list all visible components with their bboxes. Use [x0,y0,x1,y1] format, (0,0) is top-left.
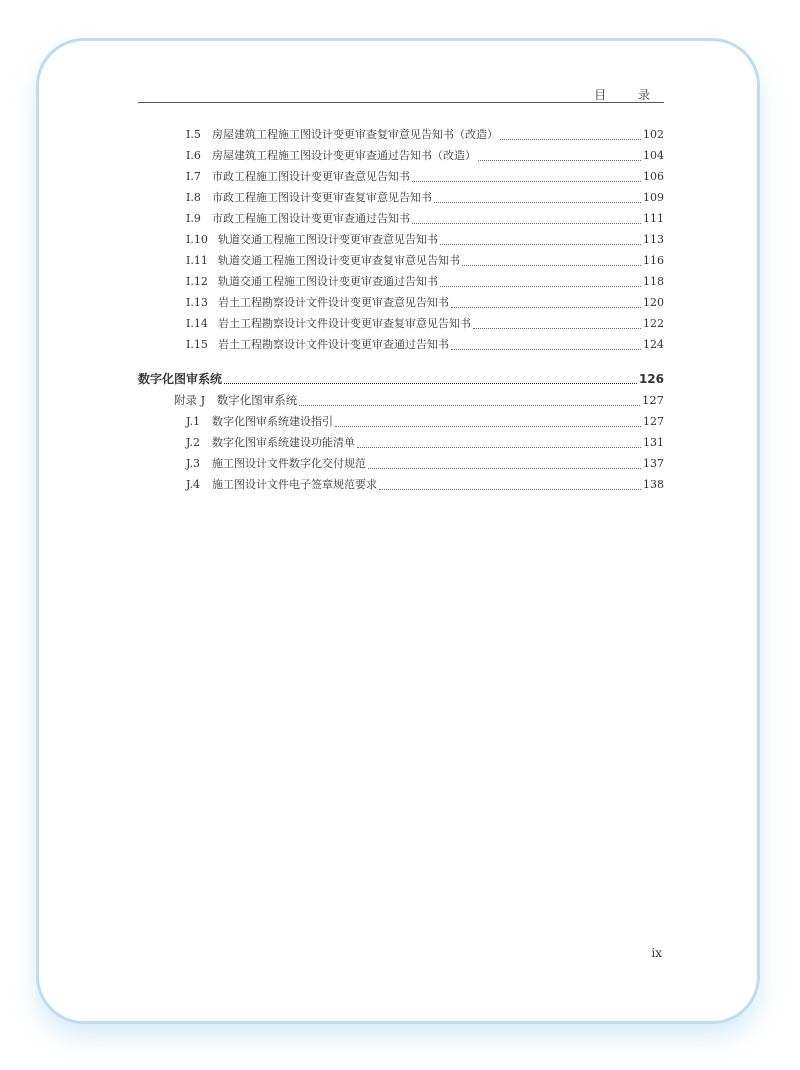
toc-entry-number: I.8 [186,191,201,204]
toc-entry[interactable] [138,147,664,167]
toc-entry-title: 岩土工程勘察设计文件设计变更审查复审意见告知书 [218,317,471,330]
toc-entry[interactable] [138,413,664,433]
toc-entry-page: 120 [643,296,664,309]
toc-entry-page: 138 [643,478,664,491]
toc-entry[interactable] [138,336,664,356]
toc-entry-title: 轨道交通工程施工图设计变更审查复审意见告知书 [218,254,460,267]
leader-dots [451,348,641,350]
toc-entry-number: I.11 [186,254,208,267]
leader-dots [500,138,641,140]
toc-entry-title: 房屋建筑工程施工图设计变更审查复审意见告知书（改造） [212,128,498,141]
toc-entry-page: 109 [643,191,664,204]
toc-entry-title: 施工图设计文件数字化交付规范 [212,457,366,470]
toc-entry[interactable] [138,168,664,188]
toc-entry-page: 137 [643,457,664,470]
toc-entry-number: I.12 [186,275,208,288]
toc-entry-title: 岩土工程勘察设计文件设计变更审查意见告知书 [218,296,449,309]
toc-entry-page: 122 [643,317,664,330]
toc-appendix-page: 127 [642,393,664,407]
toc-entry-title: 轨道交通工程施工图设计变更审查意见告知书 [218,233,438,246]
toc-entry-number: J.4 [186,478,201,491]
toc-entry-title: 市政工程施工图设计变更审查通过告知书 [212,212,410,225]
header-title: 目 录 [594,88,664,102]
toc-entry[interactable] [138,476,664,496]
leader-dots [368,467,641,469]
leader-dots [440,285,641,287]
toc-entry-number: I.10 [186,233,208,246]
toc-entry-number: I.13 [186,296,208,309]
toc-entry-number: I.14 [186,317,208,330]
toc-entry-number: I.9 [186,212,201,225]
leader-dots [412,180,641,182]
toc-entry-title: 房屋建筑工程施工图设计变更审查通过告知书（改造） [212,149,476,162]
toc-entry-number: J.2 [186,436,201,449]
toc-entry[interactable] [138,189,664,209]
leader-dots [462,264,641,266]
toc-entry-title: 轨道交通工程施工图设计变更审查通过告知书 [218,275,438,288]
leader-dots [379,488,641,490]
leader-dots [335,425,641,427]
toc-entry-page: 104 [643,149,664,162]
leader-dots [299,404,640,406]
leader-dots [451,306,641,308]
toc-entry-number: I.5 [186,128,201,141]
toc-appendix-title: 附录 J 数字化图审系统 [174,393,298,407]
toc-entry-page: 124 [643,338,664,351]
toc-entry-number: J.1 [186,415,201,428]
toc-entry-page: 116 [643,254,664,267]
toc-section-page: 126 [638,372,664,386]
toc-entry-page: 113 [643,233,664,246]
header-rule [138,102,664,103]
leader-dots [412,222,641,224]
toc-entry-title: 岩土工程勘察设计文件设计变更审查通过告知书 [218,338,449,351]
toc-appendix-entry[interactable] [138,392,664,412]
toc-entry-number: I.15 [186,338,208,351]
toc-entry-title: 市政工程施工图设计变更审查复审意见告知书 [212,191,432,204]
toc-entry-page: 111 [643,212,664,225]
leader-dots [478,159,641,161]
toc-entry-number: I.6 [186,149,201,162]
toc-entry[interactable] [138,434,664,454]
toc-entry[interactable] [138,294,664,314]
toc-entry-title: 市政工程施工图设计变更审查意见告知书 [212,170,410,183]
toc-entry-page: 102 [643,128,664,141]
toc-entry[interactable] [138,455,664,475]
toc-entry[interactable] [138,252,664,272]
toc-section-title: 数字化图审系统 [138,372,223,386]
toc-entry-page: 118 [643,275,664,288]
toc-entry-page: 127 [643,415,664,428]
toc-entry-number: I.7 [186,170,201,183]
page-number: ix [651,946,662,960]
toc-entry-number: J.3 [186,457,201,470]
leader-dots [224,382,637,384]
toc-entry-title: 数字化图审系统建设功能清单 [212,436,355,449]
toc-entry[interactable] [138,273,664,293]
toc-entry-page: 106 [643,170,664,183]
leader-dots [357,446,641,448]
leader-dots [440,243,641,245]
toc-section-entry[interactable] [138,370,664,390]
toc-entry[interactable] [138,231,664,251]
toc-entry[interactable] [138,210,664,230]
toc-entry-page: 131 [643,436,664,449]
toc-entry-title: 数字化图审系统建设指引 [212,415,333,428]
leader-dots [434,201,641,203]
toc-entry[interactable] [138,315,664,335]
toc-entry[interactable] [138,126,664,146]
toc-entry-title: 施工图设计文件电子签章规范要求 [212,478,377,491]
leader-dots [473,327,641,329]
